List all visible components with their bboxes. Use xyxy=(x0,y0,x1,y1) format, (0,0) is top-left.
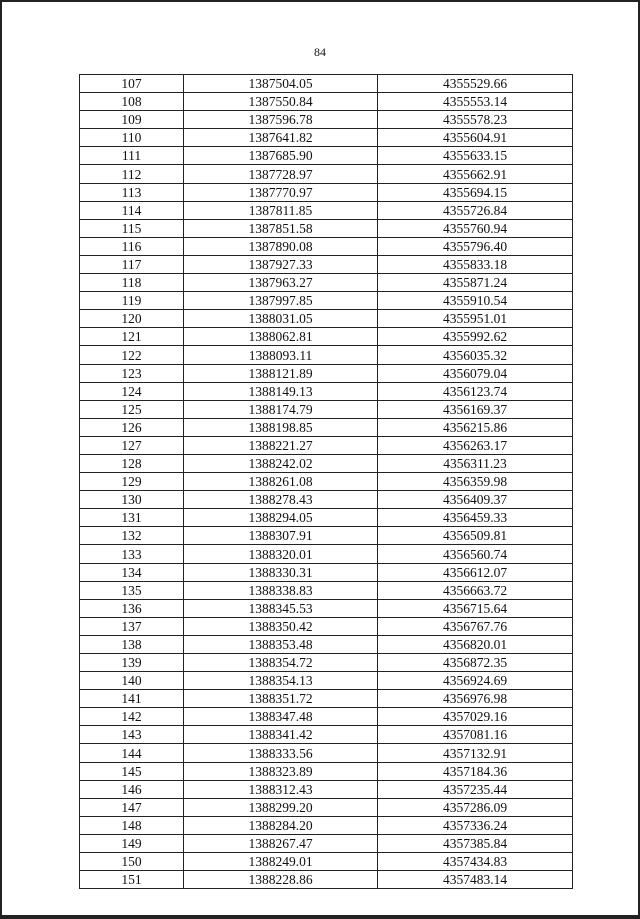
table-row xyxy=(80,798,573,816)
table-row xyxy=(80,346,573,364)
table-row xyxy=(80,165,573,183)
x-coordinate-cell: 1388353.48 xyxy=(184,635,378,653)
table-row xyxy=(80,834,573,852)
y-coordinate-cell: 4355992.62 xyxy=(378,328,573,346)
point-number-cell: 126 xyxy=(80,418,184,436)
point-number-cell: 141 xyxy=(80,690,184,708)
x-coordinate-cell: 1388062.81 xyxy=(184,328,378,346)
y-coordinate-cell: 4356169.37 xyxy=(378,400,573,418)
y-coordinate-cell: 4357081.16 xyxy=(378,726,573,744)
table-row xyxy=(80,672,573,690)
table-row xyxy=(80,237,573,255)
x-coordinate-cell: 1388347.48 xyxy=(184,708,378,726)
point-number-cell: 131 xyxy=(80,509,184,527)
x-coordinate-cell: 1387550.84 xyxy=(184,93,378,111)
x-coordinate-cell: 1388174.79 xyxy=(184,400,378,418)
point-number-cell: 123 xyxy=(80,364,184,382)
point-number-cell: 148 xyxy=(80,816,184,834)
x-coordinate-cell: 1388267.47 xyxy=(184,834,378,852)
point-number-cell: 134 xyxy=(80,563,184,581)
point-number-cell: 116 xyxy=(80,237,184,255)
table-row xyxy=(80,635,573,653)
point-number-cell: 119 xyxy=(80,292,184,310)
table-row xyxy=(80,853,573,871)
coordinates-table xyxy=(79,74,573,889)
point-number-cell: 151 xyxy=(80,871,184,889)
y-coordinate-cell: 4356924.69 xyxy=(378,672,573,690)
y-coordinate-cell: 4357385.84 xyxy=(378,834,573,852)
point-number-cell: 128 xyxy=(80,454,184,472)
x-coordinate-cell: 1388354.72 xyxy=(184,654,378,672)
point-number-cell: 115 xyxy=(80,219,184,237)
x-coordinate-cell: 1388221.27 xyxy=(184,436,378,454)
point-number-cell: 144 xyxy=(80,744,184,762)
y-coordinate-cell: 4356612.07 xyxy=(378,563,573,581)
x-coordinate-cell: 1387927.33 xyxy=(184,255,378,273)
table-row xyxy=(80,147,573,165)
point-number-cell: 124 xyxy=(80,382,184,400)
point-number-cell: 140 xyxy=(80,672,184,690)
x-coordinate-cell: 1387596.78 xyxy=(184,111,378,129)
y-coordinate-cell: 4356560.74 xyxy=(378,545,573,563)
point-number-cell: 107 xyxy=(80,75,184,93)
point-number-cell: 133 xyxy=(80,545,184,563)
x-coordinate-cell: 1388294.05 xyxy=(184,509,378,527)
y-coordinate-cell: 4355604.91 xyxy=(378,129,573,147)
table-row xyxy=(80,400,573,418)
x-coordinate-cell: 1387963.27 xyxy=(184,274,378,292)
point-number-cell: 132 xyxy=(80,527,184,545)
point-number-cell: 147 xyxy=(80,798,184,816)
table-row xyxy=(80,473,573,491)
y-coordinate-cell: 4356509.81 xyxy=(378,527,573,545)
point-number-cell: 149 xyxy=(80,834,184,852)
x-coordinate-cell: 1388320.01 xyxy=(184,545,378,563)
table-row xyxy=(80,183,573,201)
point-number-cell: 136 xyxy=(80,599,184,617)
table-row xyxy=(80,328,573,346)
table-row xyxy=(80,436,573,454)
x-coordinate-cell: 1387770.97 xyxy=(184,183,378,201)
y-coordinate-cell: 4355796.40 xyxy=(378,237,573,255)
y-coordinate-cell: 4356263.17 xyxy=(378,436,573,454)
point-number-cell: 129 xyxy=(80,473,184,491)
x-coordinate-cell: 1388242.02 xyxy=(184,454,378,472)
x-coordinate-cell: 1388149.13 xyxy=(184,382,378,400)
point-number-cell: 110 xyxy=(80,129,184,147)
x-coordinate-cell: 1388299.20 xyxy=(184,798,378,816)
y-coordinate-cell: 4356767.76 xyxy=(378,617,573,635)
y-coordinate-cell: 4356359.98 xyxy=(378,473,573,491)
x-coordinate-cell: 1388307.91 xyxy=(184,527,378,545)
x-coordinate-cell: 1387728.97 xyxy=(184,165,378,183)
y-coordinate-cell: 4356820.01 xyxy=(378,635,573,653)
table-row xyxy=(80,816,573,834)
y-coordinate-cell: 4357286.09 xyxy=(378,798,573,816)
table-row xyxy=(80,527,573,545)
table-row xyxy=(80,274,573,292)
y-coordinate-cell: 4355871.24 xyxy=(378,274,573,292)
table-row xyxy=(80,563,573,581)
x-coordinate-cell: 1387997.85 xyxy=(184,292,378,310)
point-number-cell: 143 xyxy=(80,726,184,744)
point-number-cell: 127 xyxy=(80,436,184,454)
point-number-cell: 142 xyxy=(80,708,184,726)
y-coordinate-cell: 4357434.83 xyxy=(378,853,573,871)
x-coordinate-cell: 1387504.05 xyxy=(184,75,378,93)
y-coordinate-cell: 4355910.54 xyxy=(378,292,573,310)
table-row xyxy=(80,617,573,635)
y-coordinate-cell: 4356035.32 xyxy=(378,346,573,364)
point-number-cell: 111 xyxy=(80,147,184,165)
coordinates-table-body xyxy=(80,75,573,889)
point-number-cell: 109 xyxy=(80,111,184,129)
point-number-cell: 139 xyxy=(80,654,184,672)
y-coordinate-cell: 4355553.14 xyxy=(378,93,573,111)
point-number-cell: 122 xyxy=(80,346,184,364)
table-row xyxy=(80,708,573,726)
y-coordinate-cell: 4355578.23 xyxy=(378,111,573,129)
table-row xyxy=(80,491,573,509)
x-coordinate-cell: 1388323.89 xyxy=(184,762,378,780)
table-row xyxy=(80,744,573,762)
x-coordinate-cell: 1388121.89 xyxy=(184,364,378,382)
x-coordinate-cell: 1388354.13 xyxy=(184,672,378,690)
point-number-cell: 113 xyxy=(80,183,184,201)
y-coordinate-cell: 4357184.36 xyxy=(378,762,573,780)
y-coordinate-cell: 4356663.72 xyxy=(378,581,573,599)
y-coordinate-cell: 4356215.86 xyxy=(378,418,573,436)
table-row xyxy=(80,292,573,310)
x-coordinate-cell: 1388228.86 xyxy=(184,871,378,889)
y-coordinate-cell: 4355760.94 xyxy=(378,219,573,237)
x-coordinate-cell: 1388284.20 xyxy=(184,816,378,834)
x-coordinate-cell: 1388249.01 xyxy=(184,853,378,871)
table-row xyxy=(80,382,573,400)
table-row xyxy=(80,509,573,527)
point-number-cell: 117 xyxy=(80,255,184,273)
point-number-cell: 121 xyxy=(80,328,184,346)
table-row xyxy=(80,581,573,599)
y-coordinate-cell: 4356459.33 xyxy=(378,509,573,527)
point-number-cell: 112 xyxy=(80,165,184,183)
x-coordinate-cell: 1387641.82 xyxy=(184,129,378,147)
y-coordinate-cell: 4356872.35 xyxy=(378,654,573,672)
x-coordinate-cell: 1388341.42 xyxy=(184,726,378,744)
y-coordinate-cell: 4357235.44 xyxy=(378,780,573,798)
y-coordinate-cell: 4357029.16 xyxy=(378,708,573,726)
y-coordinate-cell: 4356715.64 xyxy=(378,599,573,617)
table-row xyxy=(80,219,573,237)
table-row xyxy=(80,111,573,129)
y-coordinate-cell: 4356976.98 xyxy=(378,690,573,708)
x-coordinate-cell: 1388198.85 xyxy=(184,418,378,436)
point-number-cell: 120 xyxy=(80,310,184,328)
x-coordinate-cell: 1388330.31 xyxy=(184,563,378,581)
table-row xyxy=(80,780,573,798)
y-coordinate-cell: 4357483.14 xyxy=(378,871,573,889)
x-coordinate-cell: 1388350.42 xyxy=(184,617,378,635)
x-coordinate-cell: 1388345.53 xyxy=(184,599,378,617)
x-coordinate-cell: 1387685.90 xyxy=(184,147,378,165)
x-coordinate-cell: 1388261.08 xyxy=(184,473,378,491)
table-row xyxy=(80,93,573,111)
scan-border-top xyxy=(0,0,640,2)
table-row xyxy=(80,129,573,147)
y-coordinate-cell: 4355726.84 xyxy=(378,201,573,219)
x-coordinate-cell: 1388333.56 xyxy=(184,744,378,762)
table-row xyxy=(80,545,573,563)
point-number-cell: 118 xyxy=(80,274,184,292)
x-coordinate-cell: 1388351.72 xyxy=(184,690,378,708)
point-number-cell: 114 xyxy=(80,201,184,219)
table-row xyxy=(80,690,573,708)
y-coordinate-cell: 4355662.91 xyxy=(378,165,573,183)
y-coordinate-cell: 4356311.23 xyxy=(378,454,573,472)
y-coordinate-cell: 4356123.74 xyxy=(378,382,573,400)
x-coordinate-cell: 1388093.11 xyxy=(184,346,378,364)
x-coordinate-cell: 1388338.83 xyxy=(184,581,378,599)
page-number: 84 xyxy=(314,45,326,59)
x-coordinate-cell: 1387851.58 xyxy=(184,219,378,237)
point-number-cell: 125 xyxy=(80,400,184,418)
y-coordinate-cell: 4355694.15 xyxy=(378,183,573,201)
table-row xyxy=(80,201,573,219)
y-coordinate-cell: 4356409.37 xyxy=(378,491,573,509)
y-coordinate-cell: 4357336.24 xyxy=(378,816,573,834)
x-coordinate-cell: 1388312.43 xyxy=(184,780,378,798)
y-coordinate-cell: 4356079.04 xyxy=(378,364,573,382)
table-row xyxy=(80,654,573,672)
point-number-cell: 146 xyxy=(80,780,184,798)
y-coordinate-cell: 4355529.66 xyxy=(378,75,573,93)
y-coordinate-cell: 4355633.15 xyxy=(378,147,573,165)
table-row xyxy=(80,418,573,436)
point-number-cell: 145 xyxy=(80,762,184,780)
table-row xyxy=(80,75,573,93)
y-coordinate-cell: 4357132.91 xyxy=(378,744,573,762)
y-coordinate-cell: 4355951.01 xyxy=(378,310,573,328)
point-number-cell: 150 xyxy=(80,853,184,871)
table-row xyxy=(80,364,573,382)
point-number-cell: 135 xyxy=(80,581,184,599)
table-row xyxy=(80,454,573,472)
table-row xyxy=(80,871,573,889)
scan-border-left xyxy=(0,0,2,919)
table-row xyxy=(80,310,573,328)
x-coordinate-cell: 1387890.08 xyxy=(184,237,378,255)
table-row xyxy=(80,599,573,617)
x-coordinate-cell: 1388031.05 xyxy=(184,310,378,328)
y-coordinate-cell: 4355833.18 xyxy=(378,255,573,273)
point-number-cell: 137 xyxy=(80,617,184,635)
table-row xyxy=(80,726,573,744)
table-row xyxy=(80,255,573,273)
x-coordinate-cell: 1387811.85 xyxy=(184,201,378,219)
x-coordinate-cell: 1388278.43 xyxy=(184,491,378,509)
point-number-cell: 138 xyxy=(80,635,184,653)
point-number-cell: 130 xyxy=(80,491,184,509)
point-number-cell: 108 xyxy=(80,93,184,111)
table-row xyxy=(80,762,573,780)
scan-border-bottom xyxy=(0,915,640,919)
